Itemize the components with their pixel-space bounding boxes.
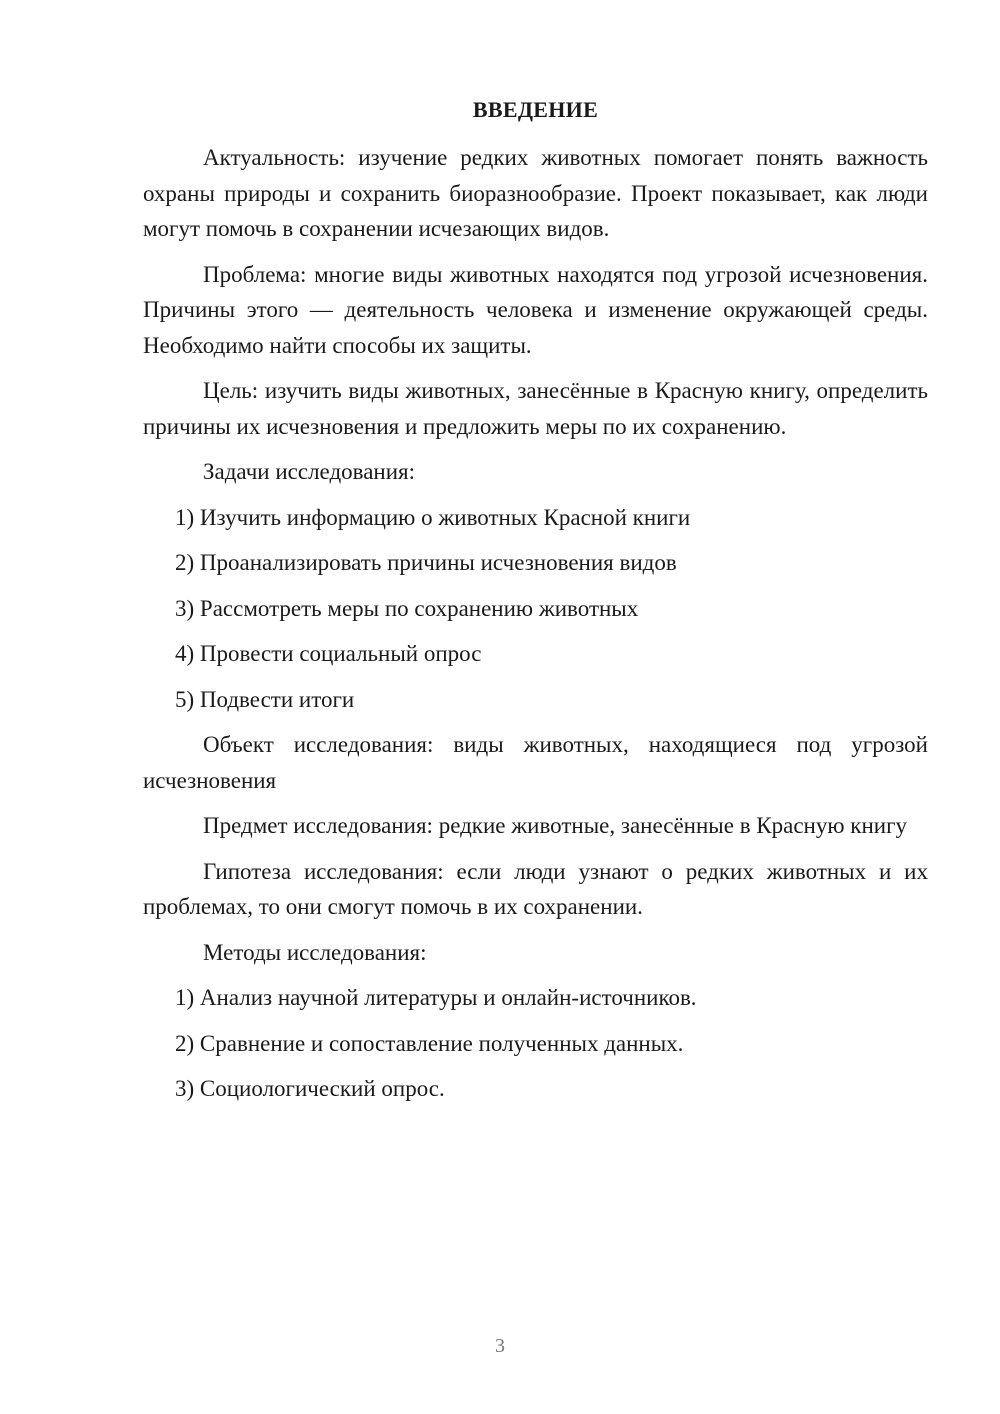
- subject-paragraph: Предмет исследования: редкие животные, занесённые в Красную книгу: [203, 813, 908, 838]
- methods-list: [143, 980, 928, 1107]
- section-title: ВВЕДЕНИЕ: [472, 97, 599, 122]
- task-item: 2) Проанализировать причины исчезновения видов: [175, 550, 677, 575]
- hypothesis-paragraph: Гипотеза исследования: если люди узнают о редких животных и их проблемах, то они смогут помочь в их сохранении.: [143, 858, 928, 919]
- problem-paragraph: Проблема: многие виды животных находятся под угрозой исчезновения. Причины этого — деятельность человека и изменение окружающей среды. Необходимо найти способы их защиты.: [143, 261, 928, 358]
- document-body: [143, 93, 928, 1117]
- object-paragraph: Объект исследования: виды животных, находящиеся под угрозой исчезновения: [143, 732, 928, 793]
- tasks-label: Задачи исследования:: [203, 459, 416, 484]
- task-item: 1) Изучить информацию о животных Красной книги: [175, 504, 691, 530]
- tasks-list: [143, 500, 928, 718]
- method-item: 2) Сравнение и сопоставление полученных данных.: [175, 1030, 684, 1056]
- task-item: 5) Подвести итоги: [175, 686, 355, 712]
- methods-label: Методы исследования:: [203, 939, 427, 965]
- page-number: 3: [495, 1335, 505, 1357]
- goal-paragraph: Цель: изучить виды животных, занесённые в Красную книгу, определить причины их исчезновения и предложить меры по их сохранению.: [143, 378, 928, 439]
- task-item: 3) Рассмотреть меры по сохранению животных: [175, 595, 639, 621]
- method-item: 1) Анализ научной литературы и онлайн-источников.: [175, 985, 697, 1010]
- task-item: 4) Провести социальный опрос: [175, 641, 482, 666]
- method-item: 3) Социологический опрос.: [175, 1076, 445, 1101]
- relevance-paragraph: Актуальность: изучение редких животных помогает понять важность охраны природы и сохранить биоразнообразие. Проект показывает, как люди могут помочь в сохранении исчезающих видов.: [143, 145, 928, 241]
